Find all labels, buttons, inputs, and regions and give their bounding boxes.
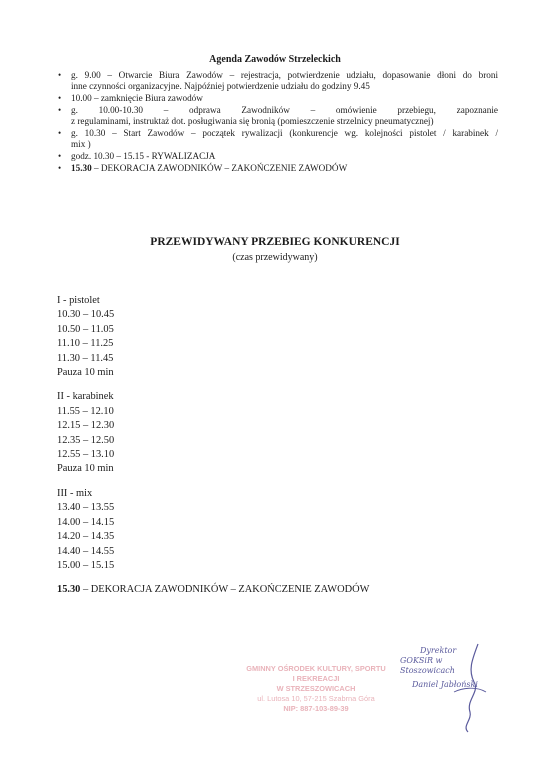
- time-slot: 11.10 – 11.25: [57, 338, 114, 350]
- signature-icon: [396, 640, 492, 740]
- group-name: III - mix: [57, 487, 93, 499]
- final-time: 15.30: [57, 584, 81, 596]
- pause-label: Pauza 10 min: [57, 463, 114, 475]
- agenda-item-line: – DEKORACJA ZAWODNIKÓW – ZAKOŃCZENIE ZAWODÓW: [91, 163, 348, 173]
- seal-line: Daniel Jabłoński: [412, 680, 478, 689]
- agenda-item-line: • 10.00 – zamknięcie Biura zawodów: [71, 93, 203, 103]
- group-name: II - karabinek: [57, 391, 114, 403]
- time-slot: 11.55 – 12.10: [57, 405, 114, 417]
- group-name: I - pistolet: [57, 295, 100, 306]
- stamp-line: W STRZESZOWICACH: [276, 684, 356, 693]
- agenda-item-line: • g. 9.00 – Otwarcie Biura Zawodów – rejestracja, potwierdzenie udziału, dopasowanie dłoni do broni: [71, 70, 498, 80]
- schedule-group-pistol: [57, 294, 437, 380]
- time-slot: 11.30 – 11.45: [57, 352, 114, 364]
- agenda-item: [60, 105, 498, 127]
- time-slot: 14.00 – 14.15: [57, 516, 115, 528]
- agenda-item-line: z regulaminami, instruktaż dot. posługiwania się bronią (pomieszczenie strzelnicy pneumatycznej): [71, 116, 434, 126]
- final-ceremony: [57, 583, 437, 597]
- competition-subtitle: (czas przewidywany): [232, 252, 318, 263]
- schedule: [57, 294, 437, 598]
- time-slot: 12.15 – 12.30: [57, 420, 115, 432]
- agenda-item-line: mix ): [71, 139, 91, 149]
- agenda-title: Agenda Zawodów Strzeleckich: [209, 54, 341, 65]
- agenda-list: [60, 70, 498, 175]
- time-slot: 10.30 – 10.45: [57, 309, 115, 321]
- stamp-line: GMINNY OŚRODEK KULTURY, SPORTU: [246, 664, 386, 673]
- pause-label: Pauza 10 min: [57, 367, 114, 379]
- seal-line: GOKSiR w Stoszowicach: [400, 656, 455, 675]
- agenda-item: [60, 128, 498, 150]
- stamp-line: ul. Lutosa 10, 57-215 Szabrna Góra: [257, 694, 375, 703]
- agenda-item: [60, 151, 498, 162]
- schedule-group-rifle: [57, 390, 437, 476]
- schedule-group-mix: [57, 487, 437, 573]
- agenda-item-time: 15.30: [71, 163, 92, 173]
- seal-line: Dyrektor: [420, 646, 457, 655]
- agenda-item: [60, 93, 498, 104]
- agenda-item-line: • godz. 10.30 – 15.15 - RYWALIZACJA: [71, 151, 216, 161]
- agenda-item-line: • g. 10.00-10.30 – odprawa Zawodników – omówienie przebiegu, zapoznanie: [71, 105, 498, 115]
- time-slot: 15.00 – 15.15: [57, 559, 115, 571]
- time-slot: 13.40 – 13.55: [57, 502, 115, 514]
- time-slot: 10.50 – 11.05: [57, 323, 114, 335]
- time-slot: 14.20 – 14.35: [57, 531, 115, 543]
- organization-stamp: [236, 664, 396, 714]
- agenda-item: [60, 163, 498, 174]
- stamp-line: I REKREACJI: [292, 674, 340, 683]
- final-text: – DEKORACJA ZAWODNIKÓW – ZAKOŃCZENIE ZAWODÓW: [80, 584, 370, 596]
- time-slot: 14.40 – 14.55: [57, 545, 115, 557]
- agenda-item-line: • g. 10.30 – Start Zawodów – początek rywalizacji (konkurencje wg. kolejności pistolet / karabinek /: [71, 128, 498, 138]
- competition-title: PRZEWIDYWANY PRZEBIEG KONKURENCJI: [150, 236, 400, 248]
- time-slot: 12.55 – 13.10: [57, 449, 115, 461]
- time-slot: 12.35 – 12.50: [57, 434, 115, 446]
- stamp-line: NIP: 887-103-89-39: [283, 704, 349, 713]
- agenda-item: [60, 70, 498, 92]
- agenda-item-line: inne czynności organizacyjne. Najpóźniej potwierdzenie udziału do godziny 9.45: [71, 81, 370, 91]
